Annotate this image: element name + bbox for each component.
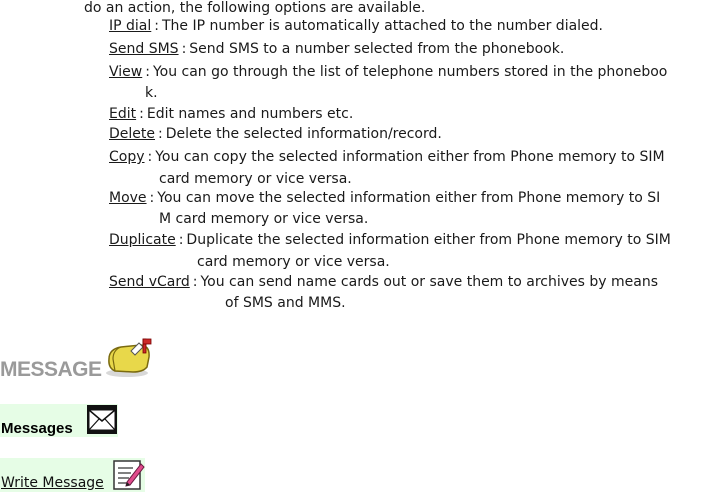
write-message-link[interactable]: Write Message <box>1 475 104 491</box>
option-ip-dial: IP dial : The IP number is automatically attached to the number dialed. <box>109 18 603 34</box>
option-description: Edit names and numbers etc. <box>146 106 354 122</box>
option-term[interactable]: IP dial <box>109 18 152 34</box>
messages-label[interactable]: Messages <box>1 420 73 437</box>
option-send-vcard: Send vCard : You can send name cards out or save them to archives by means <box>109 274 659 290</box>
compose-icon <box>113 458 145 496</box>
option-term[interactable]: Duplicate <box>109 232 176 248</box>
option-copy-continued: card memory or vice versa. <box>159 171 352 187</box>
option-delete: Delete : Delete the selected information/record. <box>109 126 442 142</box>
option-move: Move : You can move the selected information either from Phone memory to SI <box>109 190 661 206</box>
section-heading: MESSAGE <box>0 358 102 381</box>
option-send-sms: Send SMS : Send SMS to a number selected from the phonebook. <box>109 41 565 57</box>
option-description: Duplicate the selected information either from Phone memory to SIM <box>186 232 671 248</box>
envelope-icon <box>86 404 118 439</box>
option-term[interactable]: Delete <box>109 126 155 142</box>
option-description: The IP number is automatically attached to the number dialed. <box>162 18 603 34</box>
option-term[interactable]: Copy <box>109 149 145 165</box>
option-duplicate-continued: card memory or vice versa. <box>197 254 390 270</box>
option-term[interactable]: Send vCard <box>109 274 190 290</box>
intro-text: do an action, the following options are available. <box>84 0 426 16</box>
option-description: Delete the selected information/record. <box>165 126 442 142</box>
option-term[interactable]: Send SMS <box>109 41 179 57</box>
option-term[interactable]: Move <box>109 190 147 206</box>
option-description: You can move the selected information either from Phone memory to SI <box>157 190 661 206</box>
option-description: Send SMS to a number selected from the phonebook. <box>189 41 565 57</box>
option-duplicate: Duplicate : Duplicate the selected information either from Phone memory to SIM <box>109 232 671 248</box>
option-edit: Edit : Edit names and numbers etc. <box>109 106 354 122</box>
option-term[interactable]: Edit <box>109 106 137 122</box>
option-description: You can go through the list of telephone numbers stored in the phoneboo <box>152 64 668 80</box>
option-view-continued: k. <box>145 85 158 101</box>
option-copy: Copy : You can copy the selected information either from Phone memory to SIM <box>109 149 665 165</box>
option-move-continued: M card memory or vice versa. <box>159 211 369 227</box>
option-description: You can copy the selected information either from Phone memory to SIM <box>155 149 665 165</box>
option-view: View : You can go through the list of telephone numbers stored in the phoneboo <box>109 64 668 80</box>
option-description: You can send name cards out or save them to archives by means <box>200 274 659 290</box>
mailbox-icon <box>103 337 153 383</box>
option-term[interactable]: View <box>109 64 143 80</box>
option-send-vcard-continued: of SMS and MMS. <box>225 295 346 311</box>
